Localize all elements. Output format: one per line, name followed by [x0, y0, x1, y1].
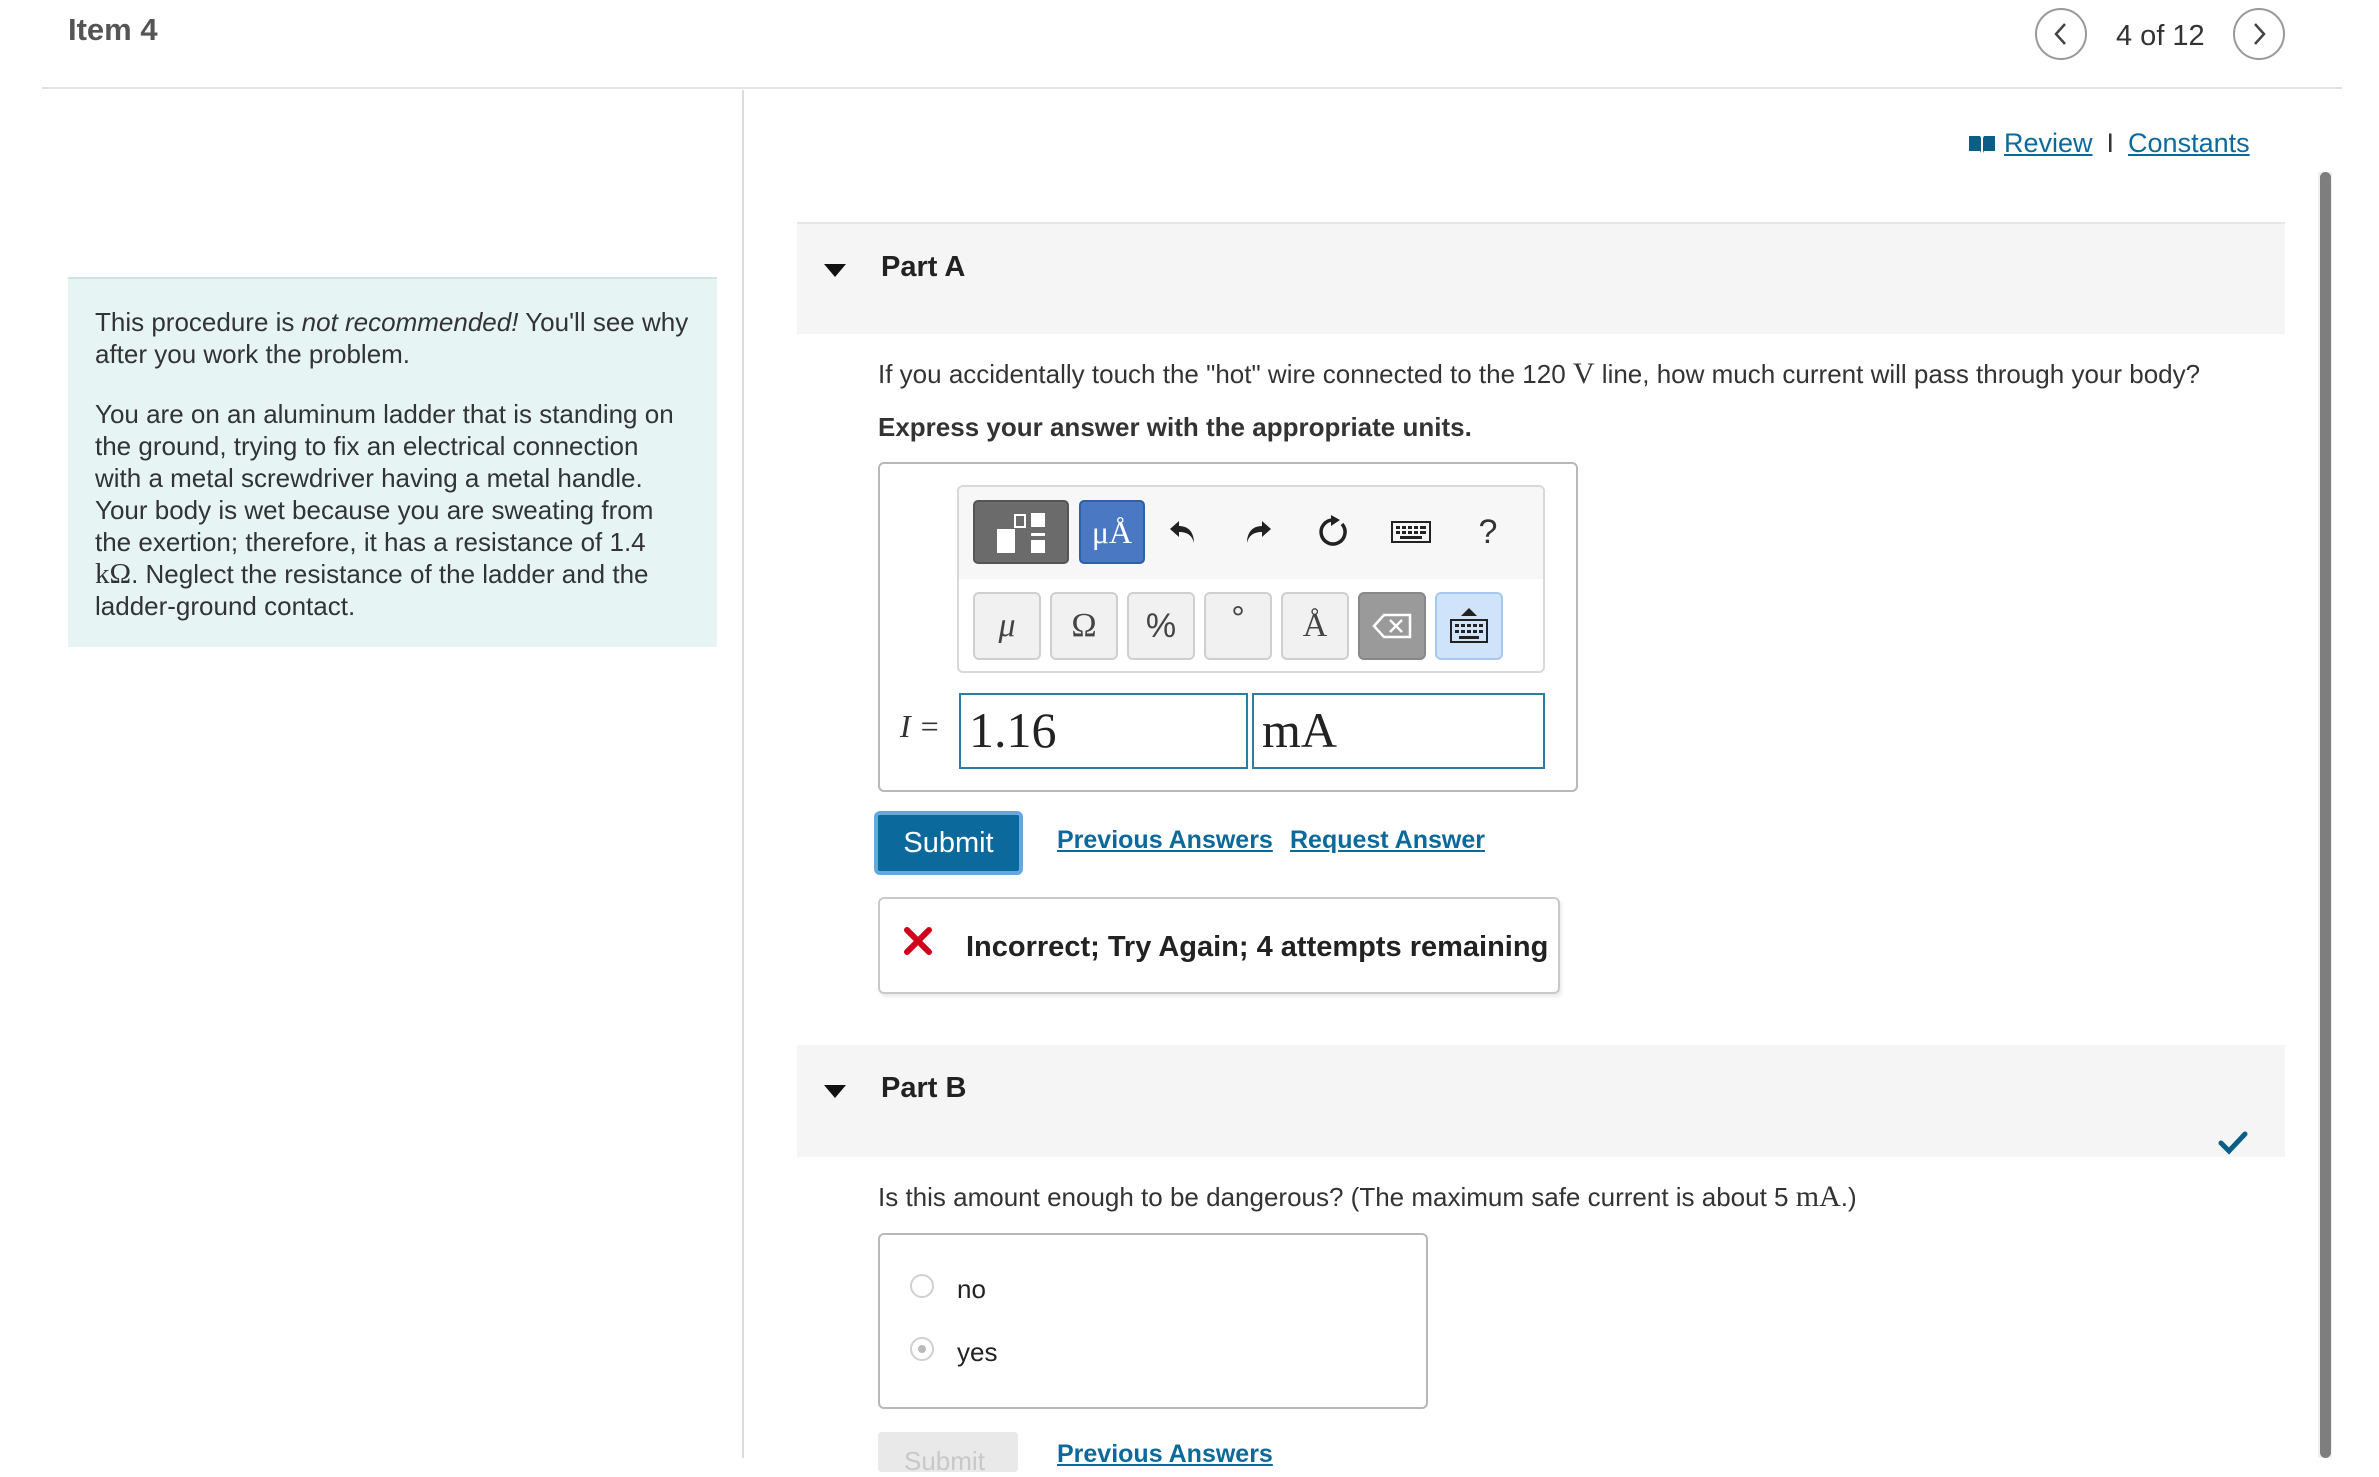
review-link[interactable]: Review [2004, 128, 2093, 158]
intro-text: You'll see why after you work the problem. [95, 307, 689, 369]
omega-key[interactable] [1050, 592, 1118, 660]
intro-text: You are on an aluminum ladder that is standing on the ground, trying to fix an electrical connection with a metal screwdriver having a metal handle. Your body is wet because you are sweating from the exertion; therefore, it has a resistance of 1.4 [95, 399, 674, 557]
header-divider [42, 87, 2342, 89]
math-toolbar [957, 485, 1545, 673]
percent-key[interactable] [1127, 592, 1195, 660]
angstrom-key-label: Å [1302, 607, 1328, 644]
mu-key[interactable] [973, 592, 1041, 660]
submit-button[interactable]: Submit [874, 811, 1023, 875]
templates-icon [989, 507, 1053, 557]
help-icon: ? [1478, 512, 1498, 551]
value-input[interactable]: 1.16 [959, 693, 1248, 769]
variable-label-text: I = [900, 708, 941, 744]
question-text: .) [1840, 1182, 1857, 1212]
problem-intro [68, 277, 717, 647]
resistance-unit: kΩ [95, 558, 132, 590]
item-title: Item 4 [68, 12, 158, 47]
choice-container [878, 1233, 1428, 1409]
previous-item-button[interactable] [2035, 8, 2087, 60]
current-variable-label [900, 708, 940, 745]
intro-paragraph-1 [95, 306, 691, 370]
request-answer-link[interactable]: Request Answer [1290, 826, 1485, 854]
question-text: line, how much current will pass through your body? [1594, 359, 2201, 389]
option-no-label[interactable]: no [957, 1274, 986, 1304]
constants-link[interactable]: Constants [2128, 128, 2250, 158]
intro-text: This procedure is [95, 307, 302, 337]
question-text: If you accidentally touch the "hot" wire connected to the 120 [878, 359, 1573, 389]
intro-paragraph-2 [95, 398, 691, 622]
caret-down-icon [824, 1085, 846, 1098]
percent-key-label: % [1145, 606, 1177, 645]
correct-check-icon [2218, 1131, 2248, 1160]
redo-button[interactable] [1234, 507, 1282, 557]
keyboard-toggle-icon [1449, 606, 1489, 646]
radio-selected-dot [918, 1345, 926, 1353]
feedback-message: Incorrect; Try Again; 4 attempts remaining [966, 931, 1549, 963]
chevron-right-icon [2248, 21, 2270, 47]
part-b-title: Part B [881, 1072, 967, 1104]
undo-icon [1167, 517, 1199, 547]
option-yes-label[interactable]: yes [957, 1337, 998, 1367]
column-divider [742, 90, 744, 1458]
units-button[interactable] [1079, 500, 1145, 564]
angstrom-key[interactable] [1281, 592, 1349, 660]
voltage-unit: V [1572, 357, 1595, 390]
part-a-title: Part A [881, 251, 966, 283]
previous-answers-link[interactable]: Previous Answers [1057, 826, 1273, 854]
part-b-question [878, 1180, 1857, 1214]
question-text: Is this amount enough to be dangerous? (The maximum safe current is about 5 [878, 1182, 1796, 1212]
next-item-button[interactable] [2233, 8, 2285, 60]
backspace-key[interactable] [1358, 592, 1426, 660]
link-separator: I [2106, 128, 2115, 158]
intro-text: . Neglect the resistance of the ladder and the ladder-ground contact. [95, 559, 649, 621]
current-unit: mA [1795, 1180, 1841, 1213]
reset-button[interactable] [1309, 507, 1357, 557]
scrollbar-thumb[interactable] [2320, 172, 2331, 1458]
part-a-question [878, 357, 2200, 391]
radio-no[interactable] [910, 1274, 934, 1298]
radio-yes[interactable] [910, 1337, 934, 1361]
item-counter: 4 of 12 [2116, 20, 2205, 52]
part-b-submit-button[interactable]: Submit [878, 1432, 1018, 1472]
backspace-icon [1372, 613, 1412, 639]
toggle-keyboard-key[interactable] [1435, 592, 1503, 660]
reset-icon [1316, 515, 1350, 549]
incorrect-x-icon [903, 926, 933, 961]
part-a-header[interactable] [797, 222, 2285, 334]
part-b-header[interactable] [797, 1045, 2285, 1157]
redo-icon [1242, 517, 1274, 547]
omega-key-label: Ω [1071, 607, 1097, 644]
degree-key-label: ° [1231, 600, 1245, 638]
help-button[interactable] [1464, 507, 1512, 557]
resource-links [1968, 128, 2250, 159]
chevron-left-icon [2050, 21, 2072, 47]
intro-emphasis: not recommended! [301, 307, 519, 337]
degree-key[interactable] [1204, 592, 1272, 660]
unit-input[interactable]: mA [1252, 693, 1545, 769]
undo-button[interactable] [1159, 507, 1207, 557]
mu-key-label: μ [998, 607, 1016, 644]
keyboard-shortcuts-button[interactable] [1384, 507, 1438, 557]
book-icon [1968, 134, 1996, 154]
keyboard-icon [1391, 519, 1431, 545]
answer-instruction: Express your answer with the appropriate units. [878, 412, 1472, 442]
caret-down-icon [824, 264, 846, 277]
templates-button[interactable] [973, 500, 1069, 564]
part-b-previous-answers-link[interactable]: Previous Answers [1057, 1440, 1273, 1468]
units-button-label: μÅ [1091, 513, 1133, 550]
